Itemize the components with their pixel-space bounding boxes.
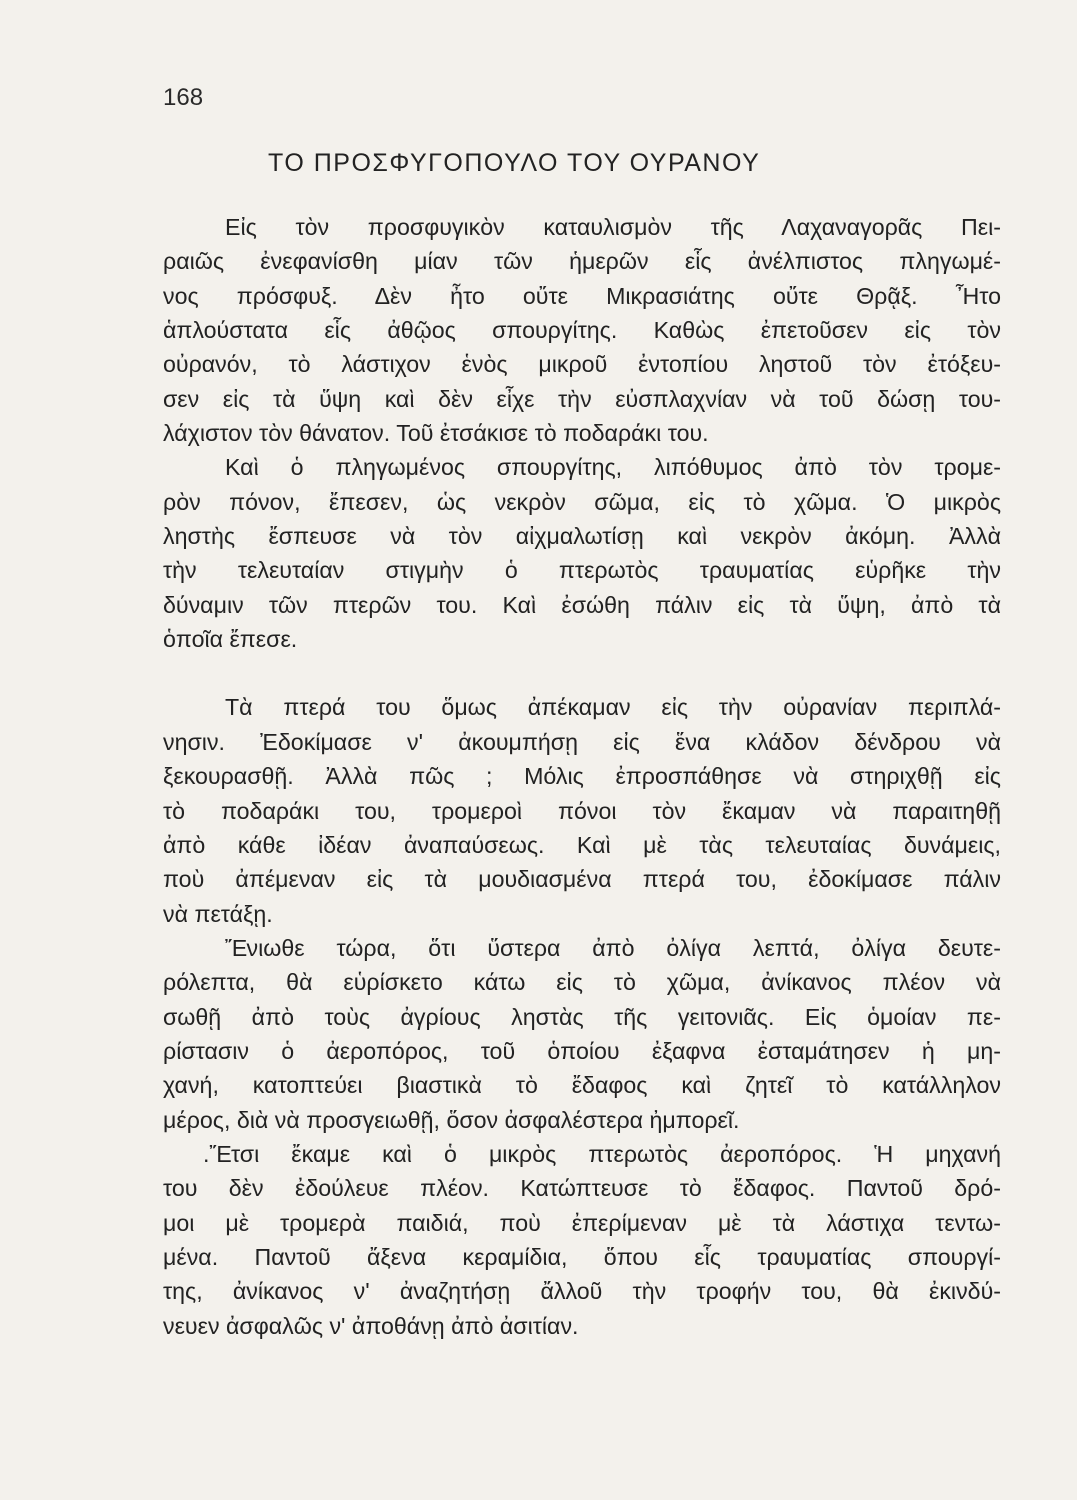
text-line: οὐρανόν, τὸ λάστιχον ἑνὸς μικροῦ ἐντοπίου ληστοῦ τὸν ἐτόξευ- (163, 351, 1001, 378)
paragraph-5 (163, 1137, 1001, 1343)
text-line: Εἰς τὸν προσφυγικὸν καταυλισμὸν τῆς Λαχαναγορᾶς Πει- (225, 214, 1001, 240)
text-line: ὁποῖα ἔπεσε. (163, 626, 298, 653)
text-line: νευεν ἀσφαλῶς ν' ἀποθάνῃ ἀπὸ ἀσιτίαν. (163, 1312, 579, 1339)
text-line: δύναμιν τῶν πτερῶν του. Καὶ ἐσώθη πάλιν εἰς τὰ ὕψη, ἀπὸ τὰ (163, 591, 1001, 618)
text-line: λάχιστον τὸν θάνατον. Τοῦ ἐτσάκισε τὸ ποδαράκι του. (163, 420, 709, 447)
body-text (163, 210, 1001, 1343)
text-line: Τὰ πτερά του ὅμως ἀπέκαμαν εἰς τὴν οὐρανίαν περιπλά- (225, 694, 1001, 721)
text-line: σεν εἰς τὰ ὕψη καὶ δὲν εἶχε τὴν εὐσπλαχνίαν νὰ τοῦ δώσῃ του- (163, 385, 1001, 412)
text-line: Ἔνιωθε τώρα, ὅτι ὕστερα ἀπὸ ὀλίγα λεπτά, ὀλίγα δευτε- (225, 934, 1001, 961)
text-line: ρὸν πόνον, ἔπεσεν, ὡς νεκρὸν σῶμα, εἰς τὸ χῶμα. Ὁ μικρὸς (163, 488, 1001, 515)
text-line: ληστὴς ἔσπευσε νὰ τὸν αἰχμαλωτίσῃ καὶ νεκρὸν ἀκόμη. Ἀλλὰ (163, 523, 1001, 550)
text-line: ἁπλούστατα εἷς ἀθῷος σπουργίτης. Καθὼς ἐπετοῦσεν εἰς τὸν (163, 317, 1001, 344)
text-line: τὴν τελευταίαν στιγμὴν ὁ πτερωτὸς τραυματίας εὑρῆκε τὴν (163, 557, 1001, 584)
paragraph-1 (163, 210, 1001, 450)
text-line: νος πρόσφυξ. Δὲν ἦτο οὔτε Μικρασιάτης οὔτε Θρᾷξ. Ἦτο (163, 282, 1001, 309)
text-line: του δὲν ἐδούλευε πλέον. Κατώπτευσε τὸ ἔδαφος. Παντοῦ δρό- (163, 1175, 1001, 1202)
text-line: της, ἀνίκανος ν' ἀναζητήσῃ ἄλλοῦ τὴν τροφήν του, θὰ ἐκινδύ- (163, 1278, 1001, 1305)
paragraph-2 (163, 450, 1001, 656)
text-line: ἀπὸ κάθε ἰδέαν ἀναπαύσεως. Καὶ μὲ τὰς τελευταίας δυνάμεις, (163, 831, 1001, 858)
text-line: .Ἔτσι ἔκαμε καὶ ὁ μικρὸς πτερωτὸς ἀεροπόρος. Ἡ μηχανή (203, 1140, 1001, 1167)
text-line: ρόλεπτα, θὰ εὑρίσκετο κάτω εἰς τὸ χῶμα, ἀνίκανος πλέον νὰ (163, 969, 1001, 996)
text-line: ξεκουρασθῇ. Ἀλλὰ πῶς ; Μόλις ἐπροσπάθησε νὰ στηριχθῇ εἰς (163, 763, 1001, 790)
text-line: νησιν. Ἐδοκίμασε ν' ἀκουμπήσῃ εἰς ἕνα κλάδον δένδρου νὰ (163, 728, 1001, 755)
chapter-title: ΤΟ ΠΡΟΣΦΥΓΟΠΟΥΛΟ ΤΟΥ ΟΥΡΑΝΟΥ (268, 149, 761, 177)
text-line: μένα. Παντοῦ ἄξενα κεραμίδια, ὅπου εἷς τραυματίας σπουργί- (163, 1243, 1001, 1270)
text-line: ποὺ ἀπέμεναν εἰς τὰ μουδιασμένα πτερά του, ἐδοκίμασε πάλιν (163, 866, 1001, 893)
page-number: 168 (163, 84, 204, 111)
text-line: νὰ πετάξῃ. (163, 900, 273, 927)
paragraph-3 (163, 690, 1001, 930)
text-line: μέρος, διὰ νὰ προσγειωθῇ, ὅσον ἀσφαλέστερα ἠμπορεῖ. (163, 1106, 740, 1133)
text-line: Καὶ ὁ πληγωμένος σπουργίτης, λιπόθυμος ἀπὸ τὸν τρομε- (225, 454, 1001, 481)
text-line: χανή, κατοπτεύει βιαστικὰ τὸ ἔδαφος καὶ ζητεῖ τὸ κατάλληλον (163, 1072, 1001, 1099)
text-line: τὸ ποδαράκι του, τρομεροὶ πόνοι τὸν ἔκαμαν νὰ παραιτηθῇ (163, 797, 1001, 824)
text-line: μοι μὲ τρομερὰ παιδιά, ποὺ ἐπερίμεναν μὲ τὰ λάστιχα τεντω- (163, 1209, 1001, 1236)
text-line: ρίστασιν ὁ ἀεροπόρος, τοῦ ὁποίου ἐξαφνα ἐσταμάτησεν ἡ μη- (163, 1037, 1001, 1064)
paragraph-4 (163, 931, 1001, 1137)
text-line: σωθῇ ἀπὸ τοὺς ἀγρίους ληστὰς τῆς γειτονιᾶς. Εἰς ὁμοίαν πε- (163, 1003, 1001, 1030)
text-line: ραιῶς ἐνεφανίσθη μίαν τῶν ἡμερῶν εἷς ἀνέλπιστος πληγωμέ- (163, 248, 1001, 275)
